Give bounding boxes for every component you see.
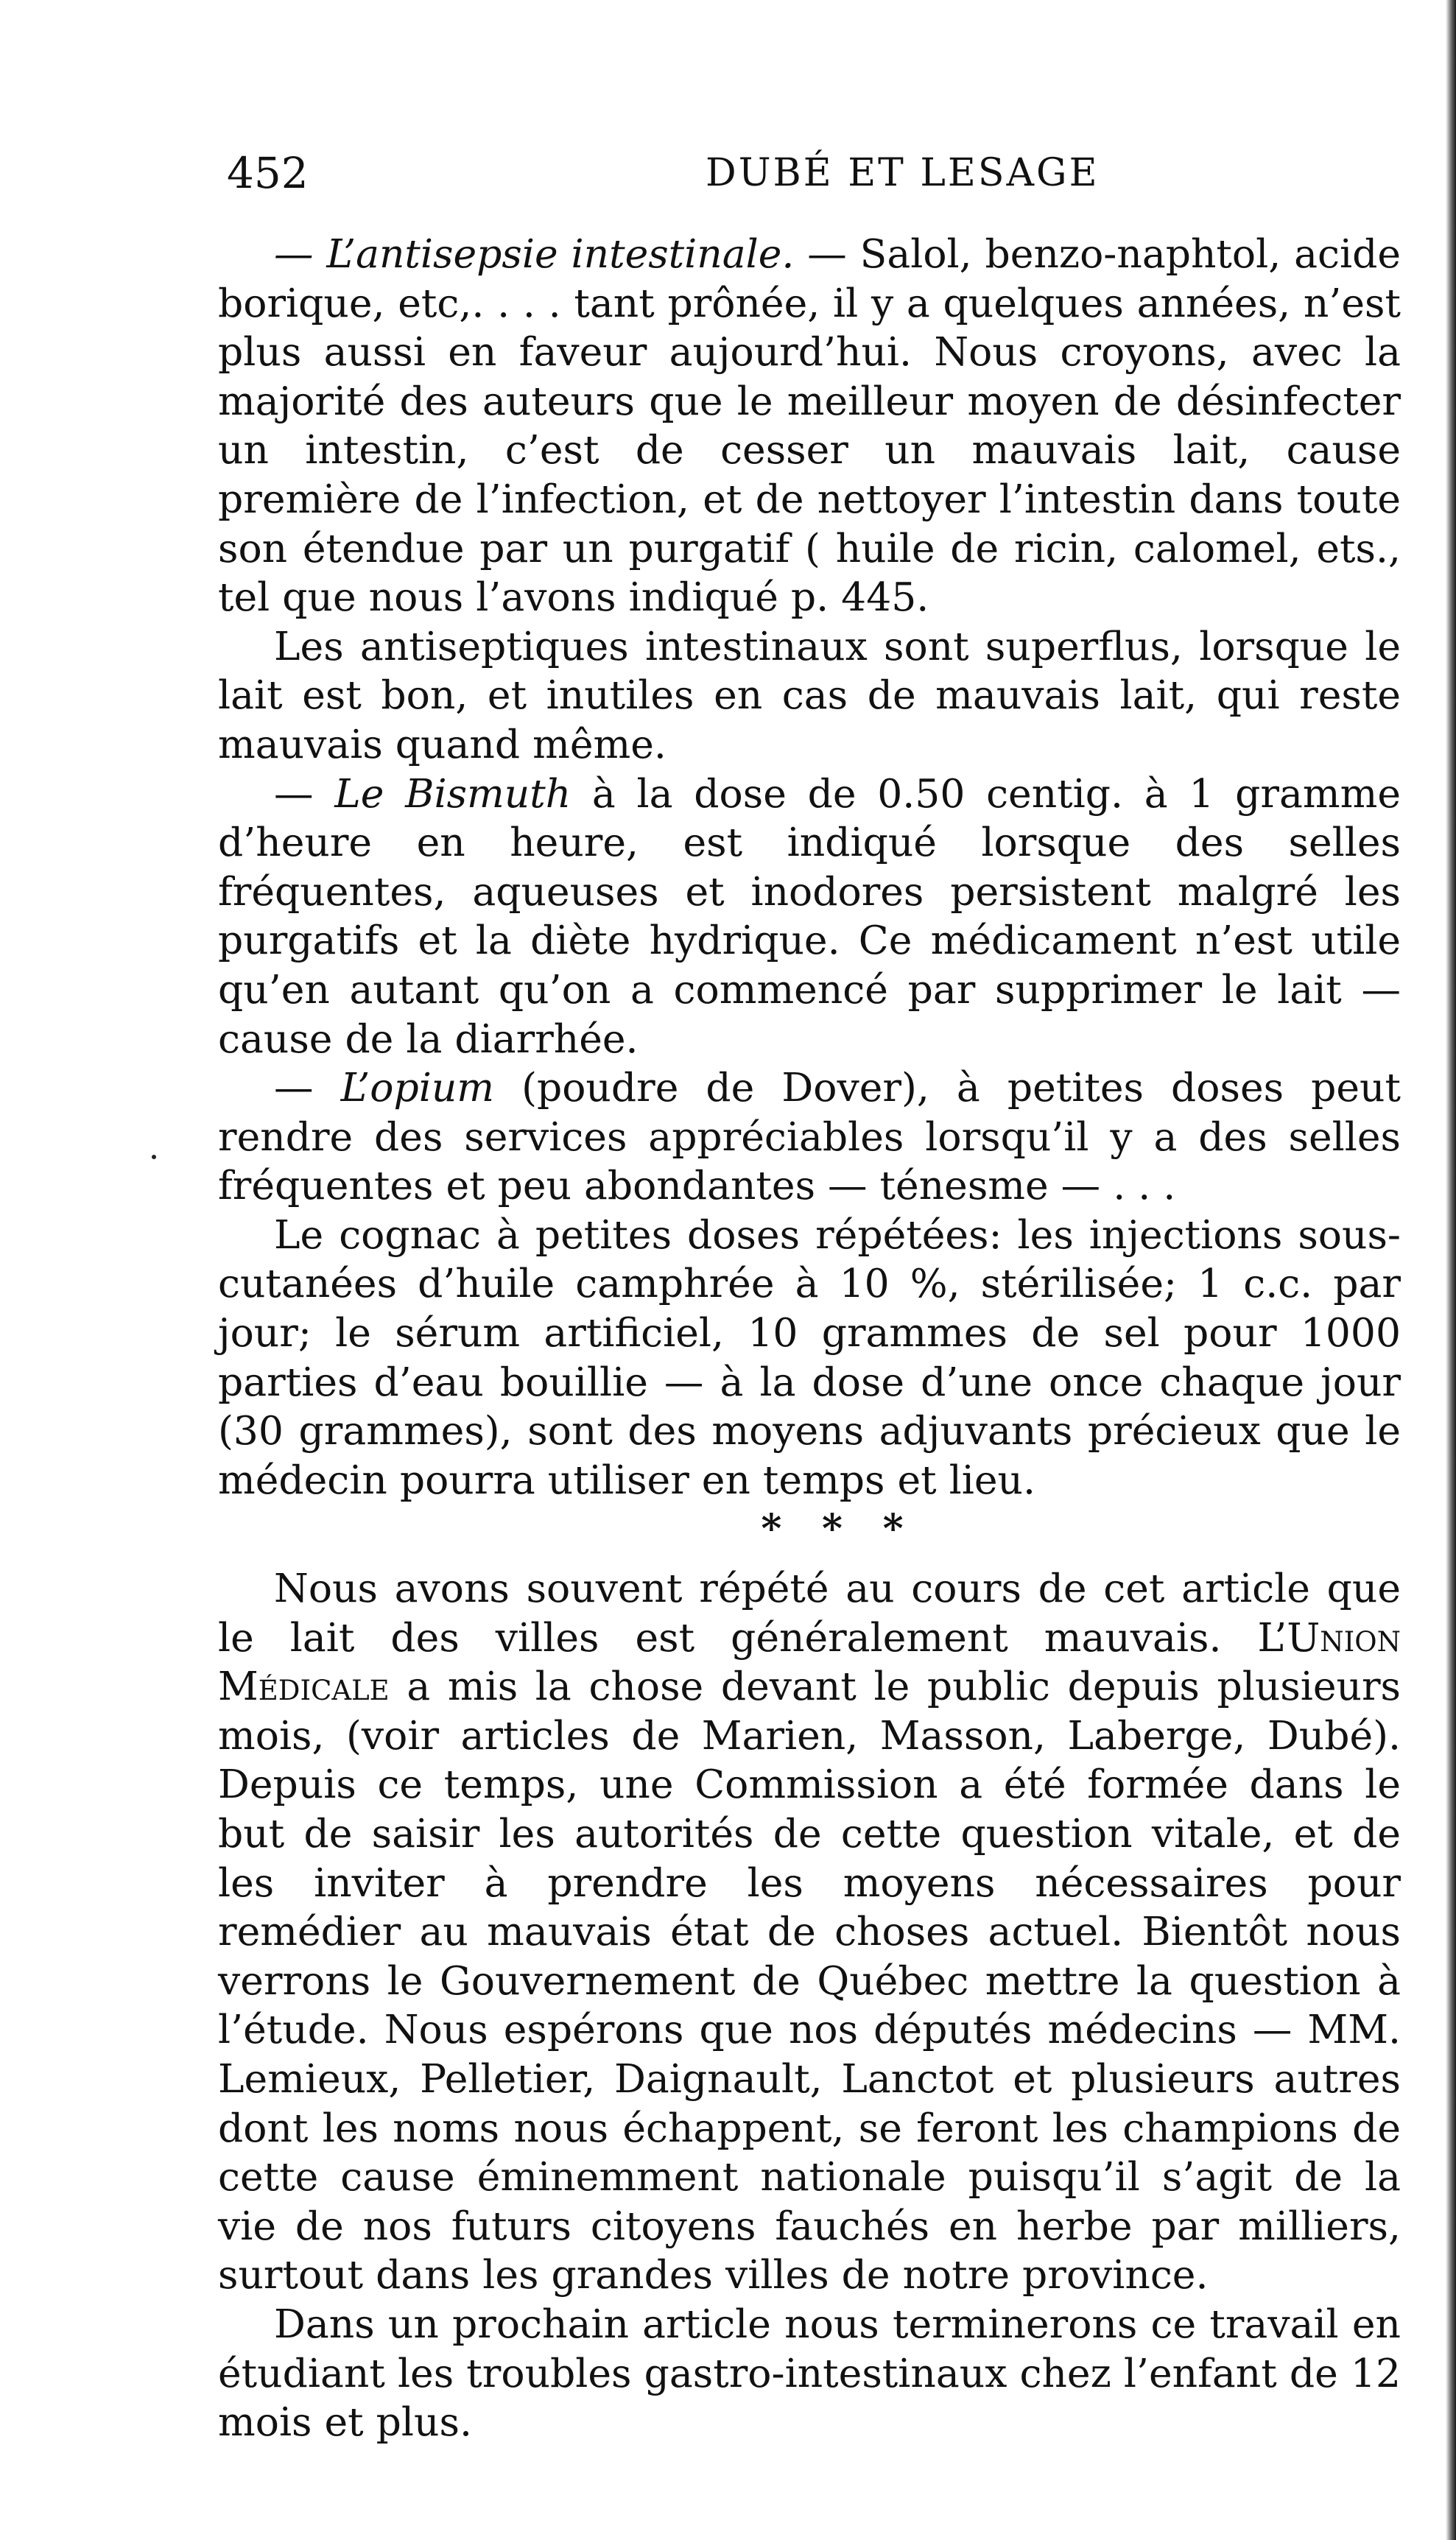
paragraph-prochain-article: Dans un prochain article nous terminerons ce travail en étudiant les troubles gastro-intestinaux chez l’enfant de 12 mois et plus.: [218, 2300, 1401, 2446]
binding-edge: [1446, 0, 1456, 2540]
paragraph-text: à la dose de 0.50 centig. à 1 gramme d’heure en heure, est indiqué lorsque des selles fréquentes, aqueuses et inodores persistent malgré les purgatifs et la diète hydrique. Ce médicament n’est utile qu’en autant qu’on a commencé par supprimer le lait — cause de la diarrhée.: [218, 770, 1402, 1062]
dash-prefix: —: [274, 770, 335, 817]
journal-name: Union Médicale: [218, 1614, 1401, 1710]
paragraph-text: (poudre de Dover), à petites doses peut rendre des services appréciables lorsqu’il y a des selles fréquentes et peu abondantes — ténesme — . . .: [218, 1064, 1401, 1209]
page-number: 452: [227, 148, 309, 198]
paragraph-bismuth: [218, 770, 1401, 1064]
paragraph-lait-villes: [218, 1564, 1401, 2300]
running-header: DUBÉ ET LESAGE: [706, 151, 1100, 195]
paragraph-text: a mis la chose devant le public depuis plusieurs mois, (voir articles de Marien, Masson, Laberge, Dubé). Depuis ce temps, une Commission a été formée dans le but de saisir les autorités de cette question vitale, et de les inviter à prendre les moyens nécessaires pour remédier au mauvais état de choses actuel. Bientôt nous verrons le Gouvernement de Québec mettre la question à l’étude. Nous espérons que nos députés médecins — MM. Lemieux, Pelletier, Daignault, Lanctot et plusieurs autres dont les noms nous échappent, se feront les champions de cette cause éminemment nationale puisqu’il s’agit de la vie de nos futurs citoyens fauchés en herbe par milliers, surtout dans les grandes villes de notre province.: [218, 1663, 1401, 2298]
paragraph-text: Nous avons souvent répété au cours de cet article que le lait des villes est généralement mauvais. L’: [218, 1565, 1401, 1661]
paragraph-text: — Salol, benzo-naphtol, acide borique, etc,. . . . tant prônée, il y a quelques années, n’est plus aussi en faveur aujourd’hui. Nous croyons, avec la majorité des auteurs que le meilleur moyen de désinfecter un intestin, c’est de cesser un mauvais lait, cause première de l’infection, et de nettoyer l’intestin dans toute son étendue par un purgatif ( huile de ricin, calomel, ets., tel que nous l’avons indiqué p. 445.: [218, 231, 1402, 621]
paragraph-antisepsie: [218, 230, 1401, 622]
heading-opium: L’opium: [340, 1064, 495, 1111]
paragraph-cognac: Le cognac à petites doses répétées: les injections sous-cutanées d’huile camphrée à 10 %, stérilisée; 1 c.c. par jour; le sérum artificiel, 10 grammes de sel pour 1000 parties d’eau bouillie — à la dose d’une once chaque jour (30 grammes), sont des moyens adjuvants précieux que le médecin pourra utiliser en temps et lieu.: [218, 1211, 1401, 1503]
heading-bismuth: Le Bismuth: [334, 770, 572, 817]
article-body: [218, 230, 1401, 2447]
paragraph-opium: [218, 1063, 1401, 1211]
dash-prefix: —: [274, 1064, 341, 1111]
section-separator: * * *: [761, 1505, 917, 1552]
margin-speck: [152, 1155, 156, 1159]
heading-antisepsie: — L’antisepsie intestinale.: [274, 231, 795, 277]
paragraph-antiseptiques: Les antiseptiques intestinaux sont superflus, lorsque le lait est bon, et inutiles en cas de mauvais lait, qui reste mauvais quand même.: [218, 622, 1401, 767]
